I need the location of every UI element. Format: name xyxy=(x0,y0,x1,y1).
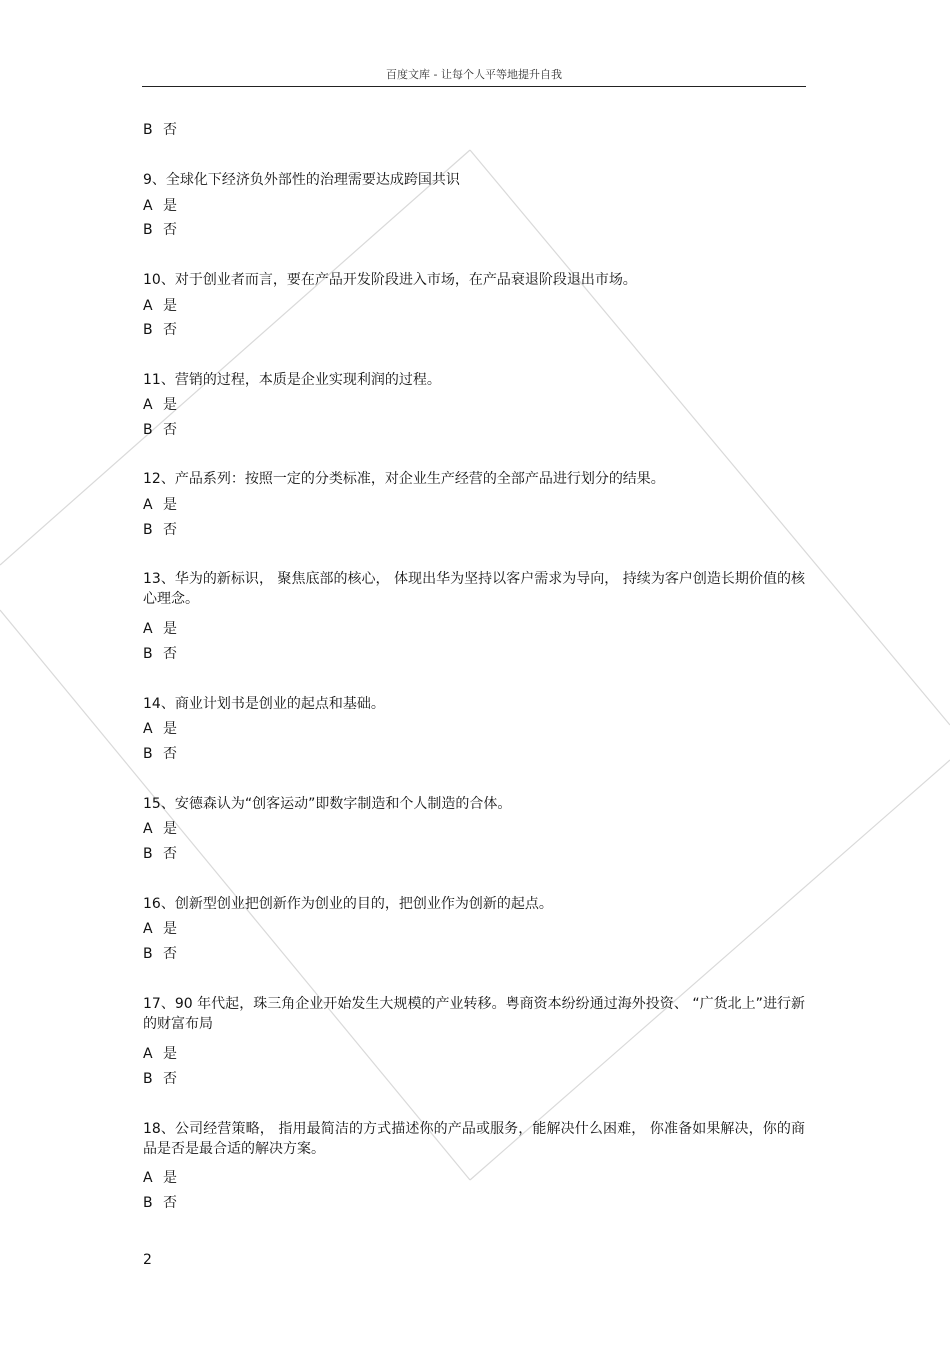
option-letter: B xyxy=(143,746,153,762)
option-a xyxy=(143,719,177,739)
page-header: 百度文库 - 让每个人平等地提升自我 xyxy=(386,68,562,81)
option-text: 是 xyxy=(163,821,177,837)
watermark-line xyxy=(470,150,950,725)
option-a xyxy=(143,619,177,639)
watermark-line xyxy=(0,150,470,565)
question-text: 9、全球化下经济负外部性的治理需要达成跨国共识 xyxy=(143,172,460,188)
option-b xyxy=(143,1193,177,1213)
option-b xyxy=(143,420,177,440)
question-text: 16、创新型创业把创新作为创业的目的，把创业作为创新的起点。 xyxy=(143,896,553,912)
option-letter: B xyxy=(143,1071,153,1087)
option-letter: A xyxy=(143,397,153,413)
option-text: 否 xyxy=(163,122,177,138)
option-b xyxy=(143,220,177,240)
option-letter: A xyxy=(143,1170,153,1186)
option-b xyxy=(143,120,177,140)
option-b xyxy=(143,744,177,764)
option-a xyxy=(143,296,177,316)
option-text: 否 xyxy=(163,746,177,762)
option-a xyxy=(143,395,177,415)
question-text: 14、商业计划书是创业的起点和基础。 xyxy=(143,696,385,712)
option-text: 否 xyxy=(163,422,177,438)
option-text: 是 xyxy=(163,397,177,413)
header-divider xyxy=(142,86,806,87)
question-text: 11、营销的过程，本质是企业实现利润的过程。 xyxy=(143,372,441,388)
option-text: 否 xyxy=(163,946,177,962)
option-a xyxy=(143,495,177,515)
option-a xyxy=(143,1044,177,1064)
option-text: 是 xyxy=(163,921,177,937)
question-text: 12、产品系列：按照一定的分类标准，对企业生产经营的全部产品进行划分的结果。 xyxy=(143,471,665,487)
option-letter: B xyxy=(143,522,153,538)
option-letter: A xyxy=(143,497,153,513)
option-letter: A xyxy=(143,198,153,214)
option-text: 是 xyxy=(163,298,177,314)
option-text: 是 xyxy=(163,1046,177,1062)
option-letter: B xyxy=(143,646,153,662)
option-text: 否 xyxy=(163,846,177,862)
option-letter: B xyxy=(143,122,153,138)
option-letter: A xyxy=(143,921,153,937)
option-b xyxy=(143,520,177,540)
option-letter: B xyxy=(143,322,153,338)
option-letter: B xyxy=(143,946,153,962)
option-text: 否 xyxy=(163,1071,177,1087)
option-text: 否 xyxy=(163,222,177,238)
option-text: 否 xyxy=(163,522,177,538)
question-text: 17、90 年代起，珠三角企业开始发生大规模的产业转移。粤商资本纷纷通过海外投资、 “广货北上”进行新的财富布局 xyxy=(143,996,805,1032)
option-a xyxy=(143,1168,177,1188)
option-text: 是 xyxy=(163,198,177,214)
option-letter: B xyxy=(143,422,153,438)
option-b xyxy=(143,644,177,664)
option-text: 是 xyxy=(163,721,177,737)
option-b xyxy=(143,844,177,864)
option-b xyxy=(143,320,177,340)
option-b xyxy=(143,944,177,964)
option-letter: B xyxy=(143,846,153,862)
question-text: 15、安德森认为“创客运动”即数字制造和个人制造的合体。 xyxy=(143,796,512,812)
question-text: 18、公司经营策略， 指用最简洁的方式描述你的产品或服务，能解决什么困难， 你准备如果解决，你的商品是否是最合适的解决方案。 xyxy=(143,1121,805,1157)
option-text: 否 xyxy=(163,322,177,338)
option-text: 是 xyxy=(163,621,177,637)
option-text: 否 xyxy=(163,1195,177,1211)
option-text: 否 xyxy=(163,646,177,662)
option-b xyxy=(143,1069,177,1089)
question-text: 10、对于创业者而言，要在产品开发阶段进入市场，在产品衰退阶段退出市场。 xyxy=(143,272,637,288)
option-text: 是 xyxy=(163,1170,177,1186)
option-letter: A xyxy=(143,721,153,737)
option-letter: B xyxy=(143,222,153,238)
page-number: 2 xyxy=(143,1252,152,1268)
option-a xyxy=(143,196,177,216)
option-a xyxy=(143,819,177,839)
option-a xyxy=(143,919,177,939)
question-text: 13、华为的新标识， 聚焦底部的核心， 体现出华为坚持以客户需求为导向， 持续为客户创造长期价值的核心理念。 xyxy=(143,571,805,607)
option-letter: A xyxy=(143,621,153,637)
option-letter: B xyxy=(143,1195,153,1211)
option-letter: A xyxy=(143,298,153,314)
option-letter: A xyxy=(143,1046,153,1062)
option-letter: A xyxy=(143,821,153,837)
watermark-line xyxy=(470,760,950,1180)
option-text: 是 xyxy=(163,497,177,513)
